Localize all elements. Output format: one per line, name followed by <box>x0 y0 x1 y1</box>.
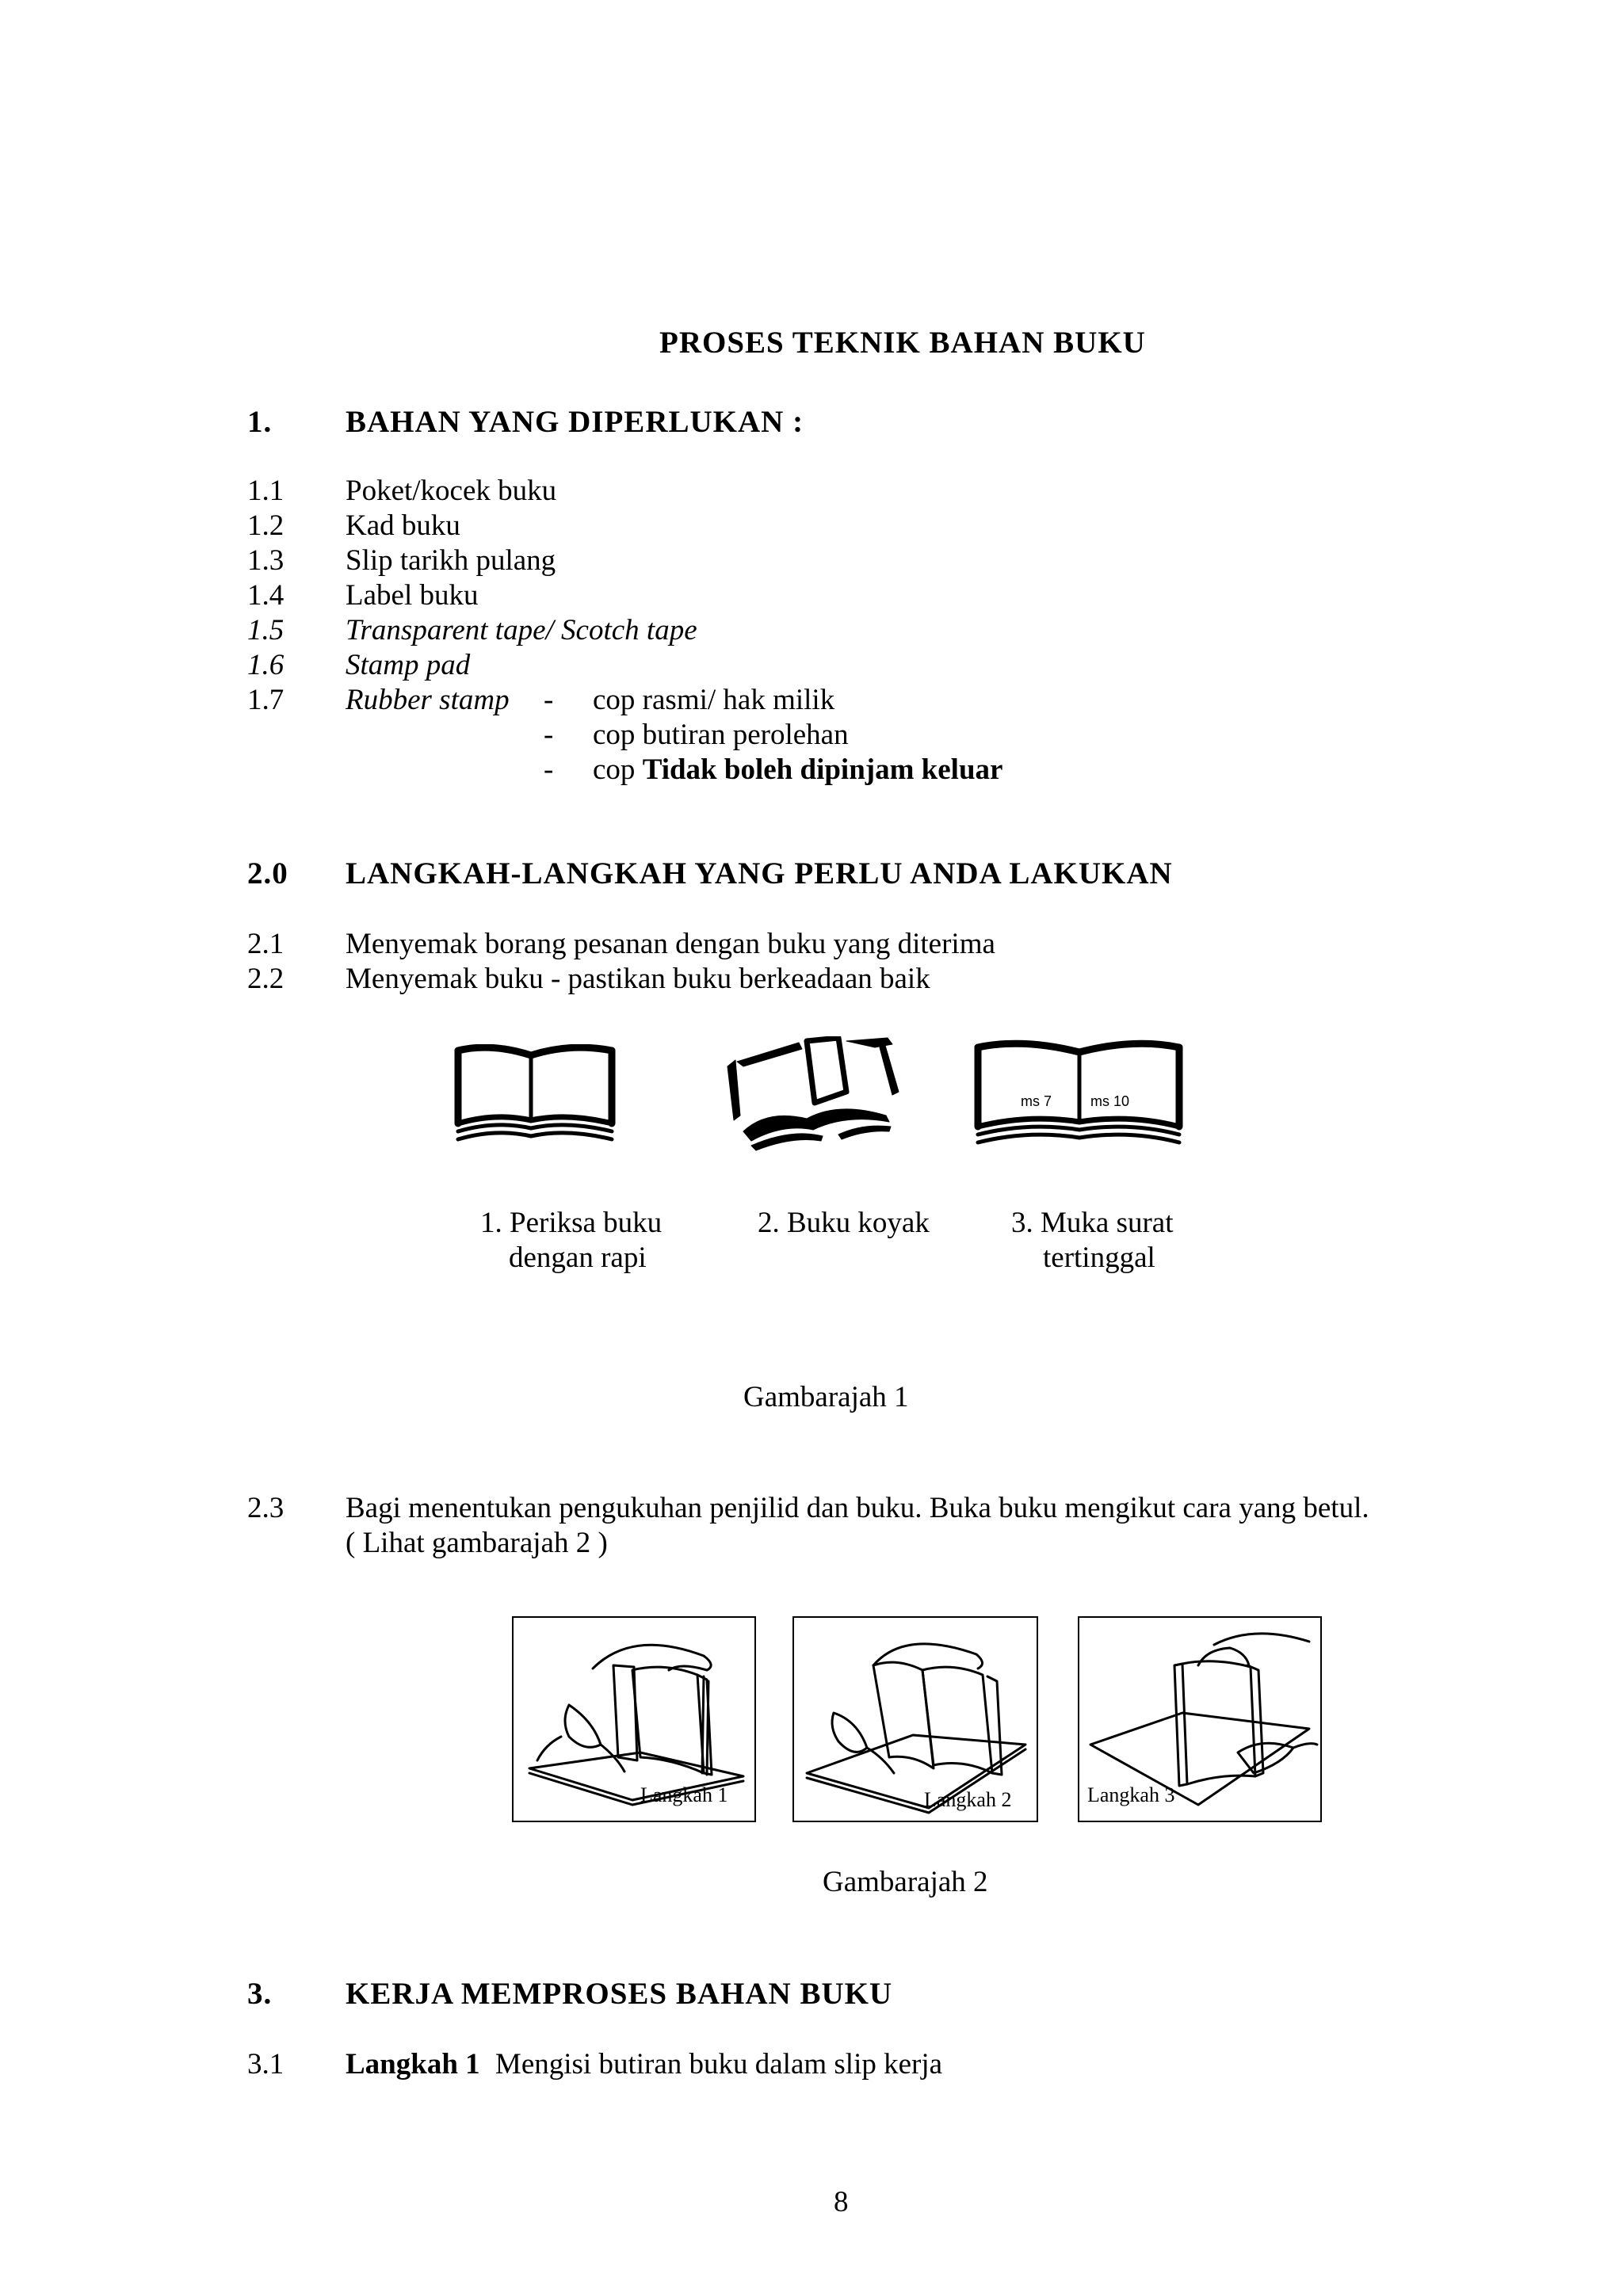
list-item-number: 2.3 <box>247 1492 285 1524</box>
list-item-number: 3.1 <box>247 2048 285 2081</box>
figure-1-caption-1a: 1. Periksa buku <box>480 1207 663 1239</box>
figure-1-caption-3a: 3. Muka surat <box>1011 1207 1174 1239</box>
figure-1-caption-1b: dengan rapi <box>509 1241 647 1274</box>
page-title: PROSES TEKNIK BAHAN BUKU <box>659 326 1146 360</box>
list-item-number: 1.5 <box>247 614 285 646</box>
stamp-dash: - <box>544 719 554 751</box>
list-item-text <box>346 2047 942 2082</box>
stamp-dash: - <box>544 684 554 716</box>
list-item-text: Stamp pad <box>346 649 471 681</box>
list-item-number: 1.4 <box>247 579 285 612</box>
section-1-heading: BAHAN YANG DIPERLUKAN : <box>346 405 804 439</box>
list-item-text: Rubber stamp <box>346 684 510 716</box>
figure-1-title: Gambarajah 1 <box>743 1381 909 1413</box>
list-item-text: Menyemak buku - pastikan buku berkeadaan baik <box>346 963 930 995</box>
missing-pages-book-illustration <box>972 1039 1186 1150</box>
open-book-step-1-drawing <box>514 1618 754 1821</box>
stamp-item-text: cop rasmi/ hak milik <box>593 684 835 716</box>
section-3-number: 3. <box>247 1977 273 2011</box>
stamp-dash: - <box>544 753 554 786</box>
figure-2-title: Gambarajah 2 <box>823 1866 988 1898</box>
list-item-text: Slip tarikh pulang <box>346 544 556 577</box>
section-2-number: 2.0 <box>247 856 288 891</box>
page-label-right: ms 10 <box>1090 1093 1130 1109</box>
list-item-text: Transparent tape/ Scotch tape <box>346 614 697 646</box>
list-item-text: Kad buku <box>346 509 460 542</box>
list-item-number: 1.3 <box>247 544 285 577</box>
figure-1-caption-2a: 2. Buku koyak <box>758 1207 930 1239</box>
figure-2-step-3 <box>1078 1616 1322 1822</box>
list-item-text: Menyemak borang pesanan dengan buku yang diterima <box>346 928 995 960</box>
list-item-number: 1.6 <box>247 649 285 681</box>
section-2-heading: LANGKAH-LANGKAH YANG PERLU ANDA LAKUKAN <box>346 856 1173 891</box>
open-book-step-3-drawing <box>1079 1618 1320 1821</box>
section-1-number: 1. <box>247 405 273 439</box>
stamp-item-prefix: cop <box>593 753 636 786</box>
figure-2-step-2 <box>792 1616 1038 1822</box>
section-3-heading: KERJA MEMPROSES BAHAN BUKU <box>346 1977 893 2011</box>
stamp-item-text: cop butiran perolehan <box>593 719 849 751</box>
step-label: Langkah 3 <box>1087 1783 1175 1806</box>
step-description: Mengisi butiran buku dalam slip kerja <box>495 2048 943 2081</box>
stamp-item-text <box>593 753 1002 788</box>
step-label: Langkah 1 <box>640 1783 728 1806</box>
stamp-item-bold: Tidak boleh dipinjam keluar <box>642 753 1003 786</box>
figure-1-caption-3b: tertinggal <box>1043 1241 1155 1274</box>
list-item-text: Poket/kocek buku <box>346 475 557 507</box>
open-book-illustration <box>452 1044 618 1147</box>
list-item-number: 1.2 <box>247 509 285 542</box>
step-bold-label: Langkah 1 <box>346 2048 480 2081</box>
step-label: Langkah 2 <box>924 1788 1012 1811</box>
list-item-text: Label buku <box>346 579 479 612</box>
torn-book-illustration <box>720 1036 910 1155</box>
page-label-left: ms 7 <box>1021 1093 1052 1109</box>
list-item-number: 1.1 <box>247 475 285 507</box>
page-number: 8 <box>834 2186 849 2218</box>
list-item-text-continued: ( Lihat gambarajah 2 ) <box>346 1527 608 1559</box>
figure-2-step-1 <box>512 1616 756 1822</box>
list-item-number: 2.1 <box>247 928 285 960</box>
list-item-number: 1.7 <box>247 684 285 716</box>
list-item-number: 2.2 <box>247 963 285 995</box>
list-item-text: Bagi menentukan pengukuhan penjilid dan buku. Buka buku mengikut cara yang betul. <box>346 1492 1369 1524</box>
open-book-step-2-drawing <box>794 1618 1037 1821</box>
